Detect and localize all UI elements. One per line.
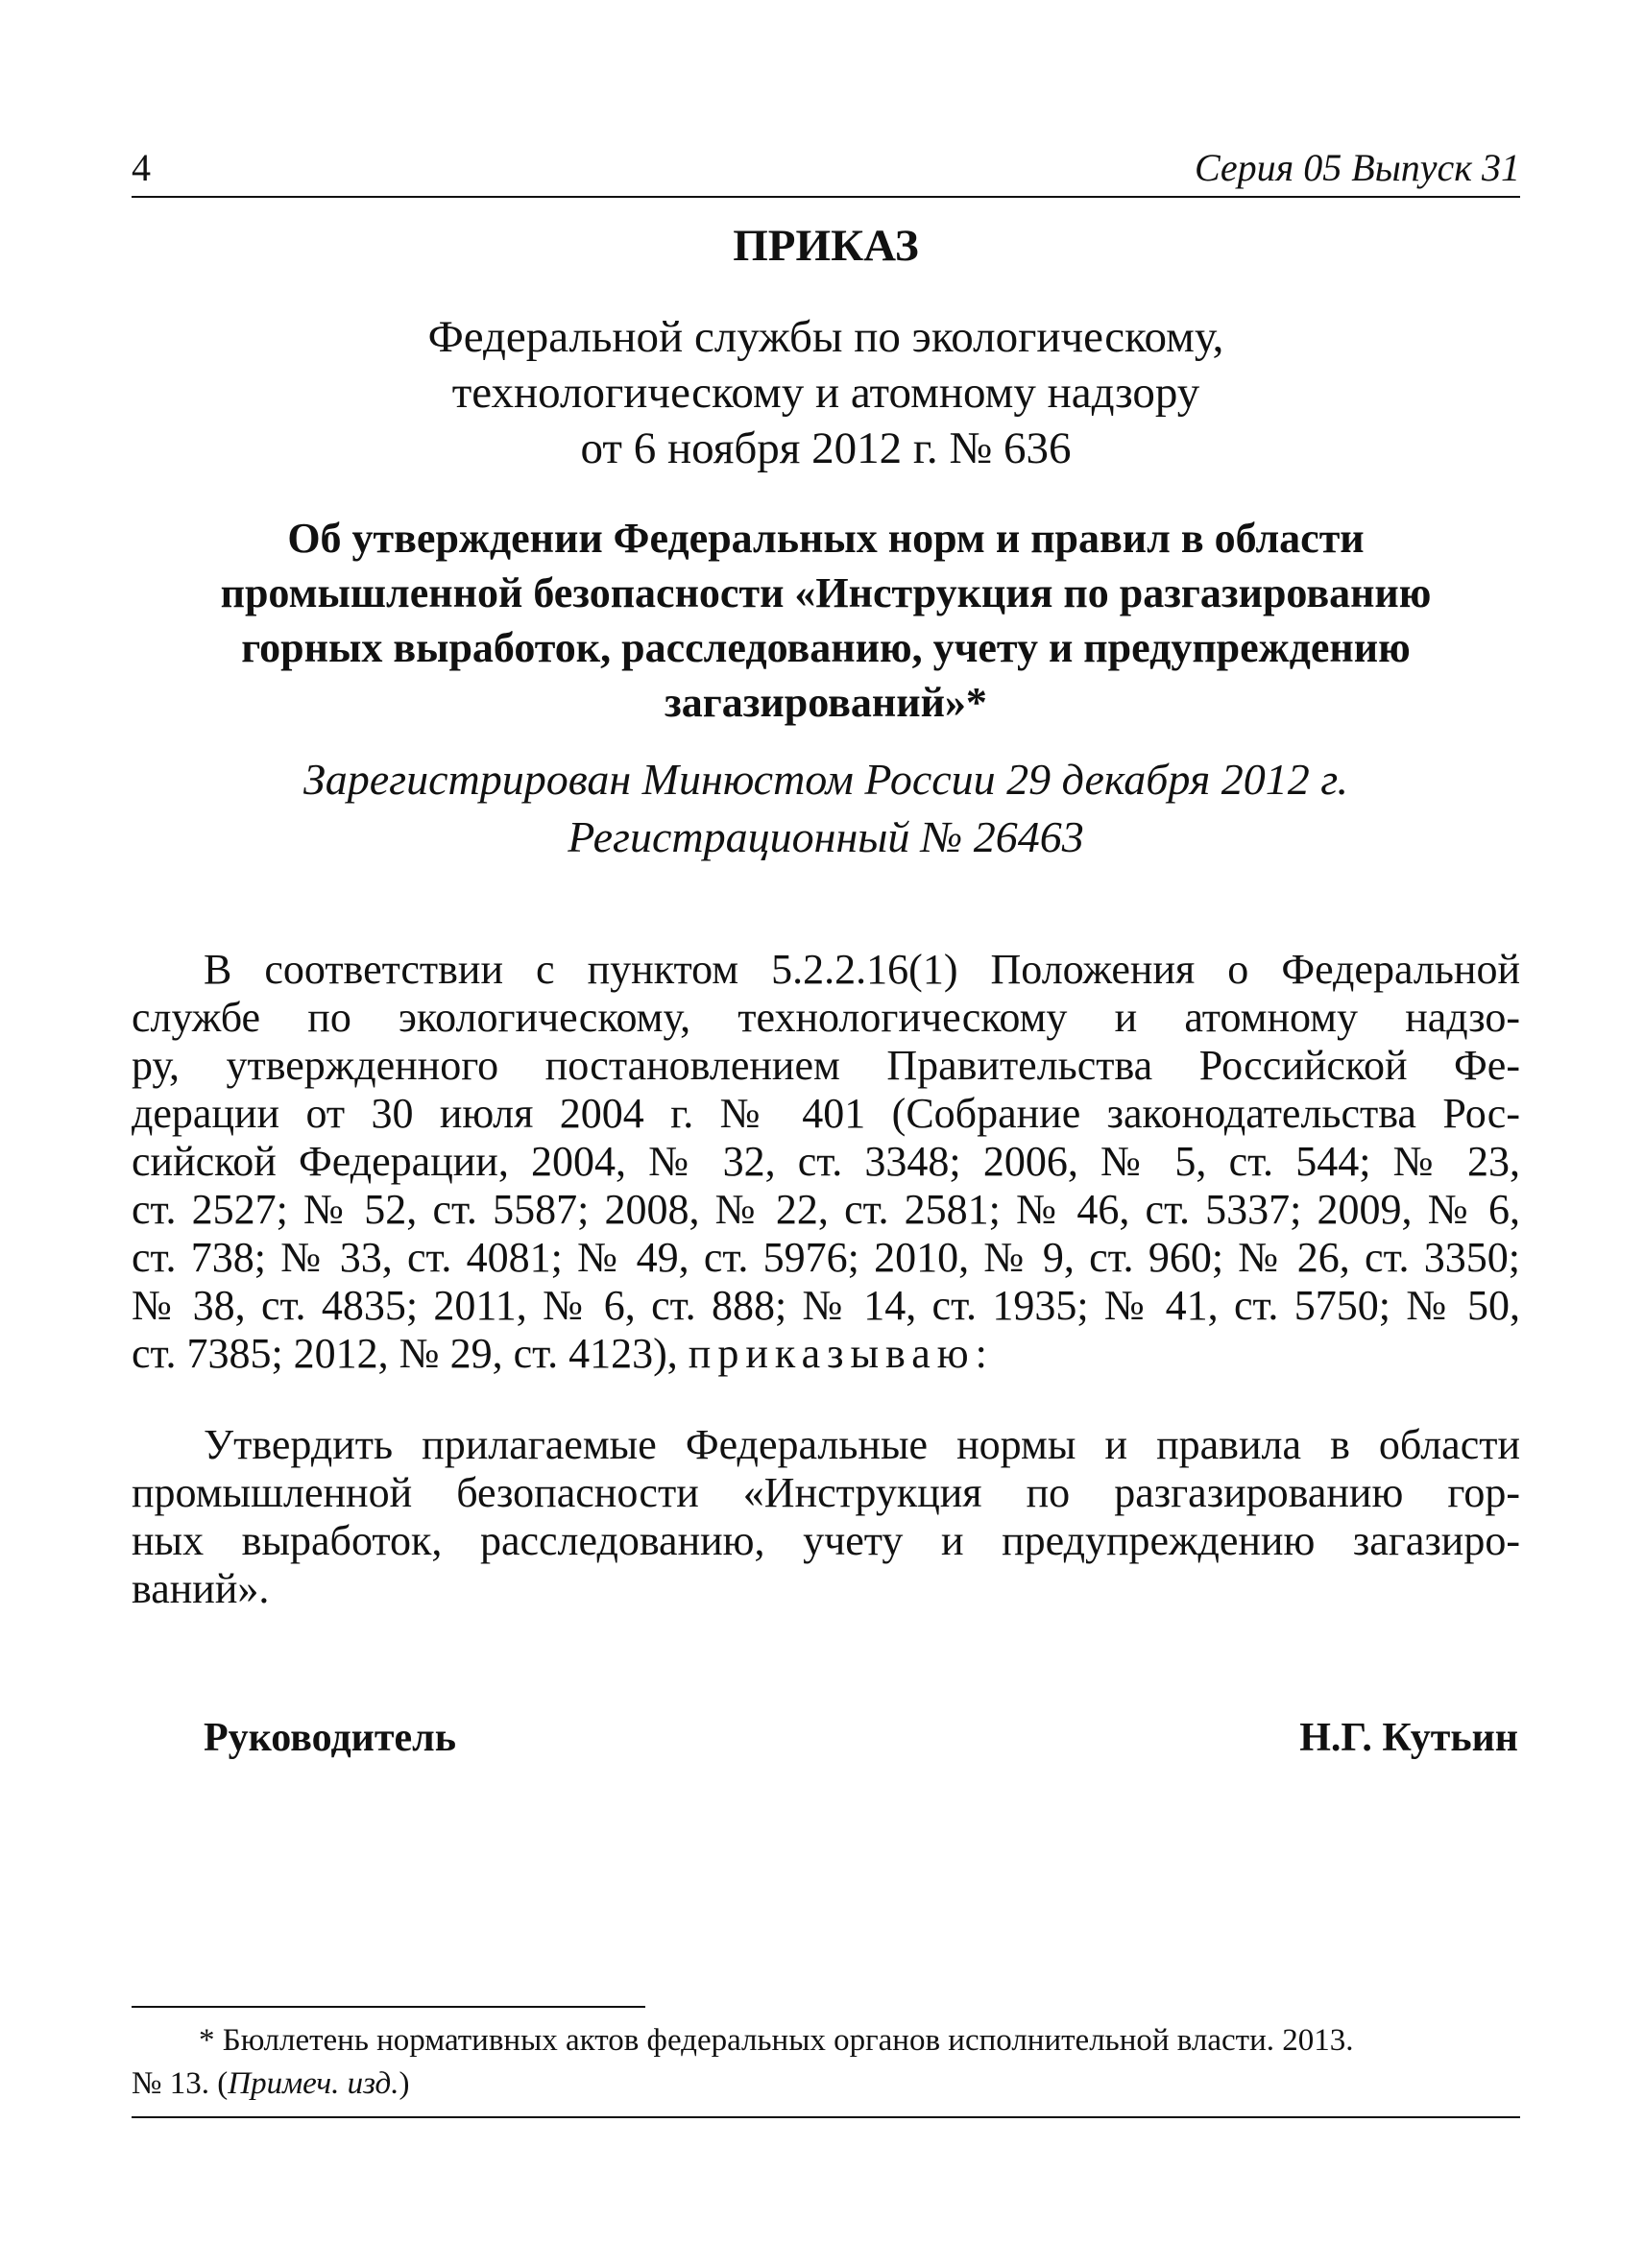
issuer-line: технологическому и атомному надзору (451, 368, 1200, 418)
footnote-rule (132, 2006, 645, 2008)
paragraph-line: ст. 738; № 33, ст. 4081; № 49, ст. 5976; 2010, № 9, ст. 960; № 26, ст. 3350; (132, 1234, 1520, 1281)
signatory-position: Руководитель (204, 1716, 456, 1760)
title-line: Об утверждении Федеральных норм и правил в области (287, 515, 1365, 562)
issuer-line: Федеральной службы по экологическому, (427, 312, 1224, 362)
registration-line: Зарегистрирован Минюстом России 29 декабря 2012 г. (302, 755, 1349, 804)
paragraph-line: ваний». (132, 1565, 270, 1612)
paragraph-line: дерации от 30 июля 2004 г. № 401 (Собрание законодательства Рос- (132, 1090, 1520, 1137)
registration-note (132, 751, 1520, 866)
title-line: загазирований»* (665, 679, 987, 726)
title-line: горных выработок, расследованию, учету и предупреждению (241, 624, 1411, 671)
header-rule (132, 196, 1520, 198)
paragraph-line: сийской Федерации, 2004, № 32, ст. 3348; 2006, № 5, ст. 544; № 23, (132, 1138, 1520, 1185)
paragraph-line: ст. 2527; № 52, ст. 5587; 2008, № 22, ст. 2581; № 46, ст. 5337; 2009, № 6, (132, 1186, 1520, 1233)
footnote-line (132, 2063, 1520, 2106)
footnote-publisher-note: Примеч. изд. (228, 2066, 399, 2101)
issuer-block (132, 309, 1520, 476)
footnote-ref: № 13. ( (132, 2066, 229, 2101)
issuer-date-line: от 6 ноября 2012 г. № 636 (580, 423, 1072, 473)
footnote-close: ) (399, 2066, 410, 2101)
footnote-bottom-rule (132, 2116, 1520, 2118)
paragraph-line: промышленной безопасности «Инструкция по разгазированию гор- (132, 1469, 1520, 1516)
preamble-paragraph (132, 946, 1520, 1378)
title-line: промышленной безопасности «Инструкция по разгазированию (220, 569, 1432, 616)
paragraph-line: службе по экологическому, технологическому и атомному надзо- (132, 994, 1520, 1041)
paragraph-line: ных выработок, расследованию, учету и предупреждению загазиро- (132, 1517, 1520, 1564)
running-header-series: Серия 05 Выпуск 31 (1194, 146, 1520, 189)
paragraph-line: ру, утвержденного постановлением Правительства Российской Фе- (132, 1042, 1520, 1089)
document-title (132, 511, 1520, 730)
registration-line: Регистрационный № 26463 (568, 812, 1084, 861)
paragraph-line: № 38, ст. 4835; 2011, № 6, ст. 888; № 14, ст. 1935; № 41, ст. 5750; № 50, (132, 1282, 1520, 1329)
paragraph-last-line (132, 1330, 1520, 1378)
order-word: приказываю: (688, 1330, 994, 1377)
footnote (132, 2019, 1520, 2106)
paragraph-line: В соответствии с пунктом 5.2.2.16(1) Положения о Федеральной (204, 946, 1520, 993)
citation-end: ст. 7385; 2012, № 29, ст. 4123), (132, 1330, 678, 1377)
resolution-paragraph (132, 1421, 1520, 1613)
signatory-name: Н.Г. Кутьин (1299, 1716, 1518, 1760)
footnote-line: * Бюллетень нормативных актов федеральных органов исполнительной власти. 2013. (199, 2023, 1354, 2058)
document-type: ПРИКАЗ (733, 221, 919, 271)
paragraph-line: Утвердить прилагаемые Федеральные нормы и правила в области (204, 1421, 1520, 1468)
page-number: 4 (132, 146, 151, 189)
